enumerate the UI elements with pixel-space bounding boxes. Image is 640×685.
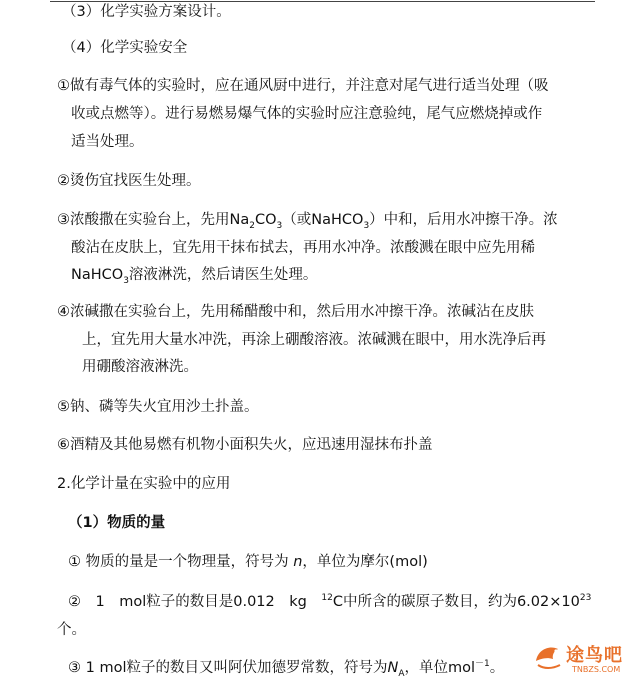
section-3-heading: （3）化学实验方案设计。 [62, 4, 231, 20]
safety-item-5: ⑤钠、磷等失火宜用沙土扑盖。 [57, 399, 259, 415]
watermark-url: TNBZS.COM [572, 665, 621, 674]
quantity-item-1: ① 物质的量是一个物理量，符号为 n，单位为摩尔(mol) [68, 554, 428, 570]
safety-item-2: ②烫伤宜找医生处理。 [57, 173, 201, 189]
section-4-heading: （4）化学实验安全 [62, 40, 188, 56]
bird-logo-icon [532, 639, 566, 675]
safety-item-4-line-3: 用硼酸溶液淋洗。 [82, 359, 198, 375]
safety-item-1-line-2: 收或点燃等）。进行易燃易爆气体的实验时应注意验纯，尾气应燃烧掉或作 [71, 106, 543, 122]
safety-item-1-line-1: ①做有毒气体的实验时，应在通风厨中进行，并注意对尾气进行适当处理（吸 [57, 78, 549, 94]
safety-item-3-line-2: 酸沾在皮肤上，宜先用干抹布拭去，再用水冲净。浓酸溅在眼中应先用稀 [71, 240, 535, 256]
quantity-item-3: ③ 1 mol粒子的数目又叫阿伏加德罗常数，符号为$N_A$，单位mol$^{-1}$。 [68, 659, 505, 679]
safety-item-6: ⑥酒精及其他易燃有机物小面积失火，应迅速用湿抹布扑盖 [57, 437, 433, 453]
quantity-item-2-line-2: 个。 [57, 622, 86, 638]
watermark [532, 639, 632, 679]
watermark-text: 途鸟吧 [566, 645, 623, 666]
safety-item-3-line-1: ③浓酸撒在实验台上，先用$Na_2CO_3$（或NaHCO$_3$）中和，后用水冲擦干净。浓 [57, 212, 558, 231]
safety-item-4-line-1: ④浓碱撒在实验台上，先用稀醋酸中和，然后用水冲擦干净。浓碱沾在皮肤 [57, 304, 534, 320]
subsection-heading: （1）物质的量 [68, 515, 166, 531]
quantity-item-2-line-1: ② 1 mol粒子的数目是0.012 kg $^{12}$C中所含的碳原子数目，约为$6.02\times 10^{23}$ [68, 593, 592, 610]
safety-item-3-line-3: NaHCO$_3$溶液淋洗，然后请医生处理。 [71, 267, 318, 286]
safety-item-4-line-2: 上，宜先用大量水冲洗，再涂上硼酸溶液。浓碱溅在眼中，用水洗净后再 [82, 332, 546, 348]
safety-item-1-line-3: 适当处理。 [71, 134, 144, 150]
section-2-heading: 2.化学计量在实验中的应用 [57, 476, 231, 492]
